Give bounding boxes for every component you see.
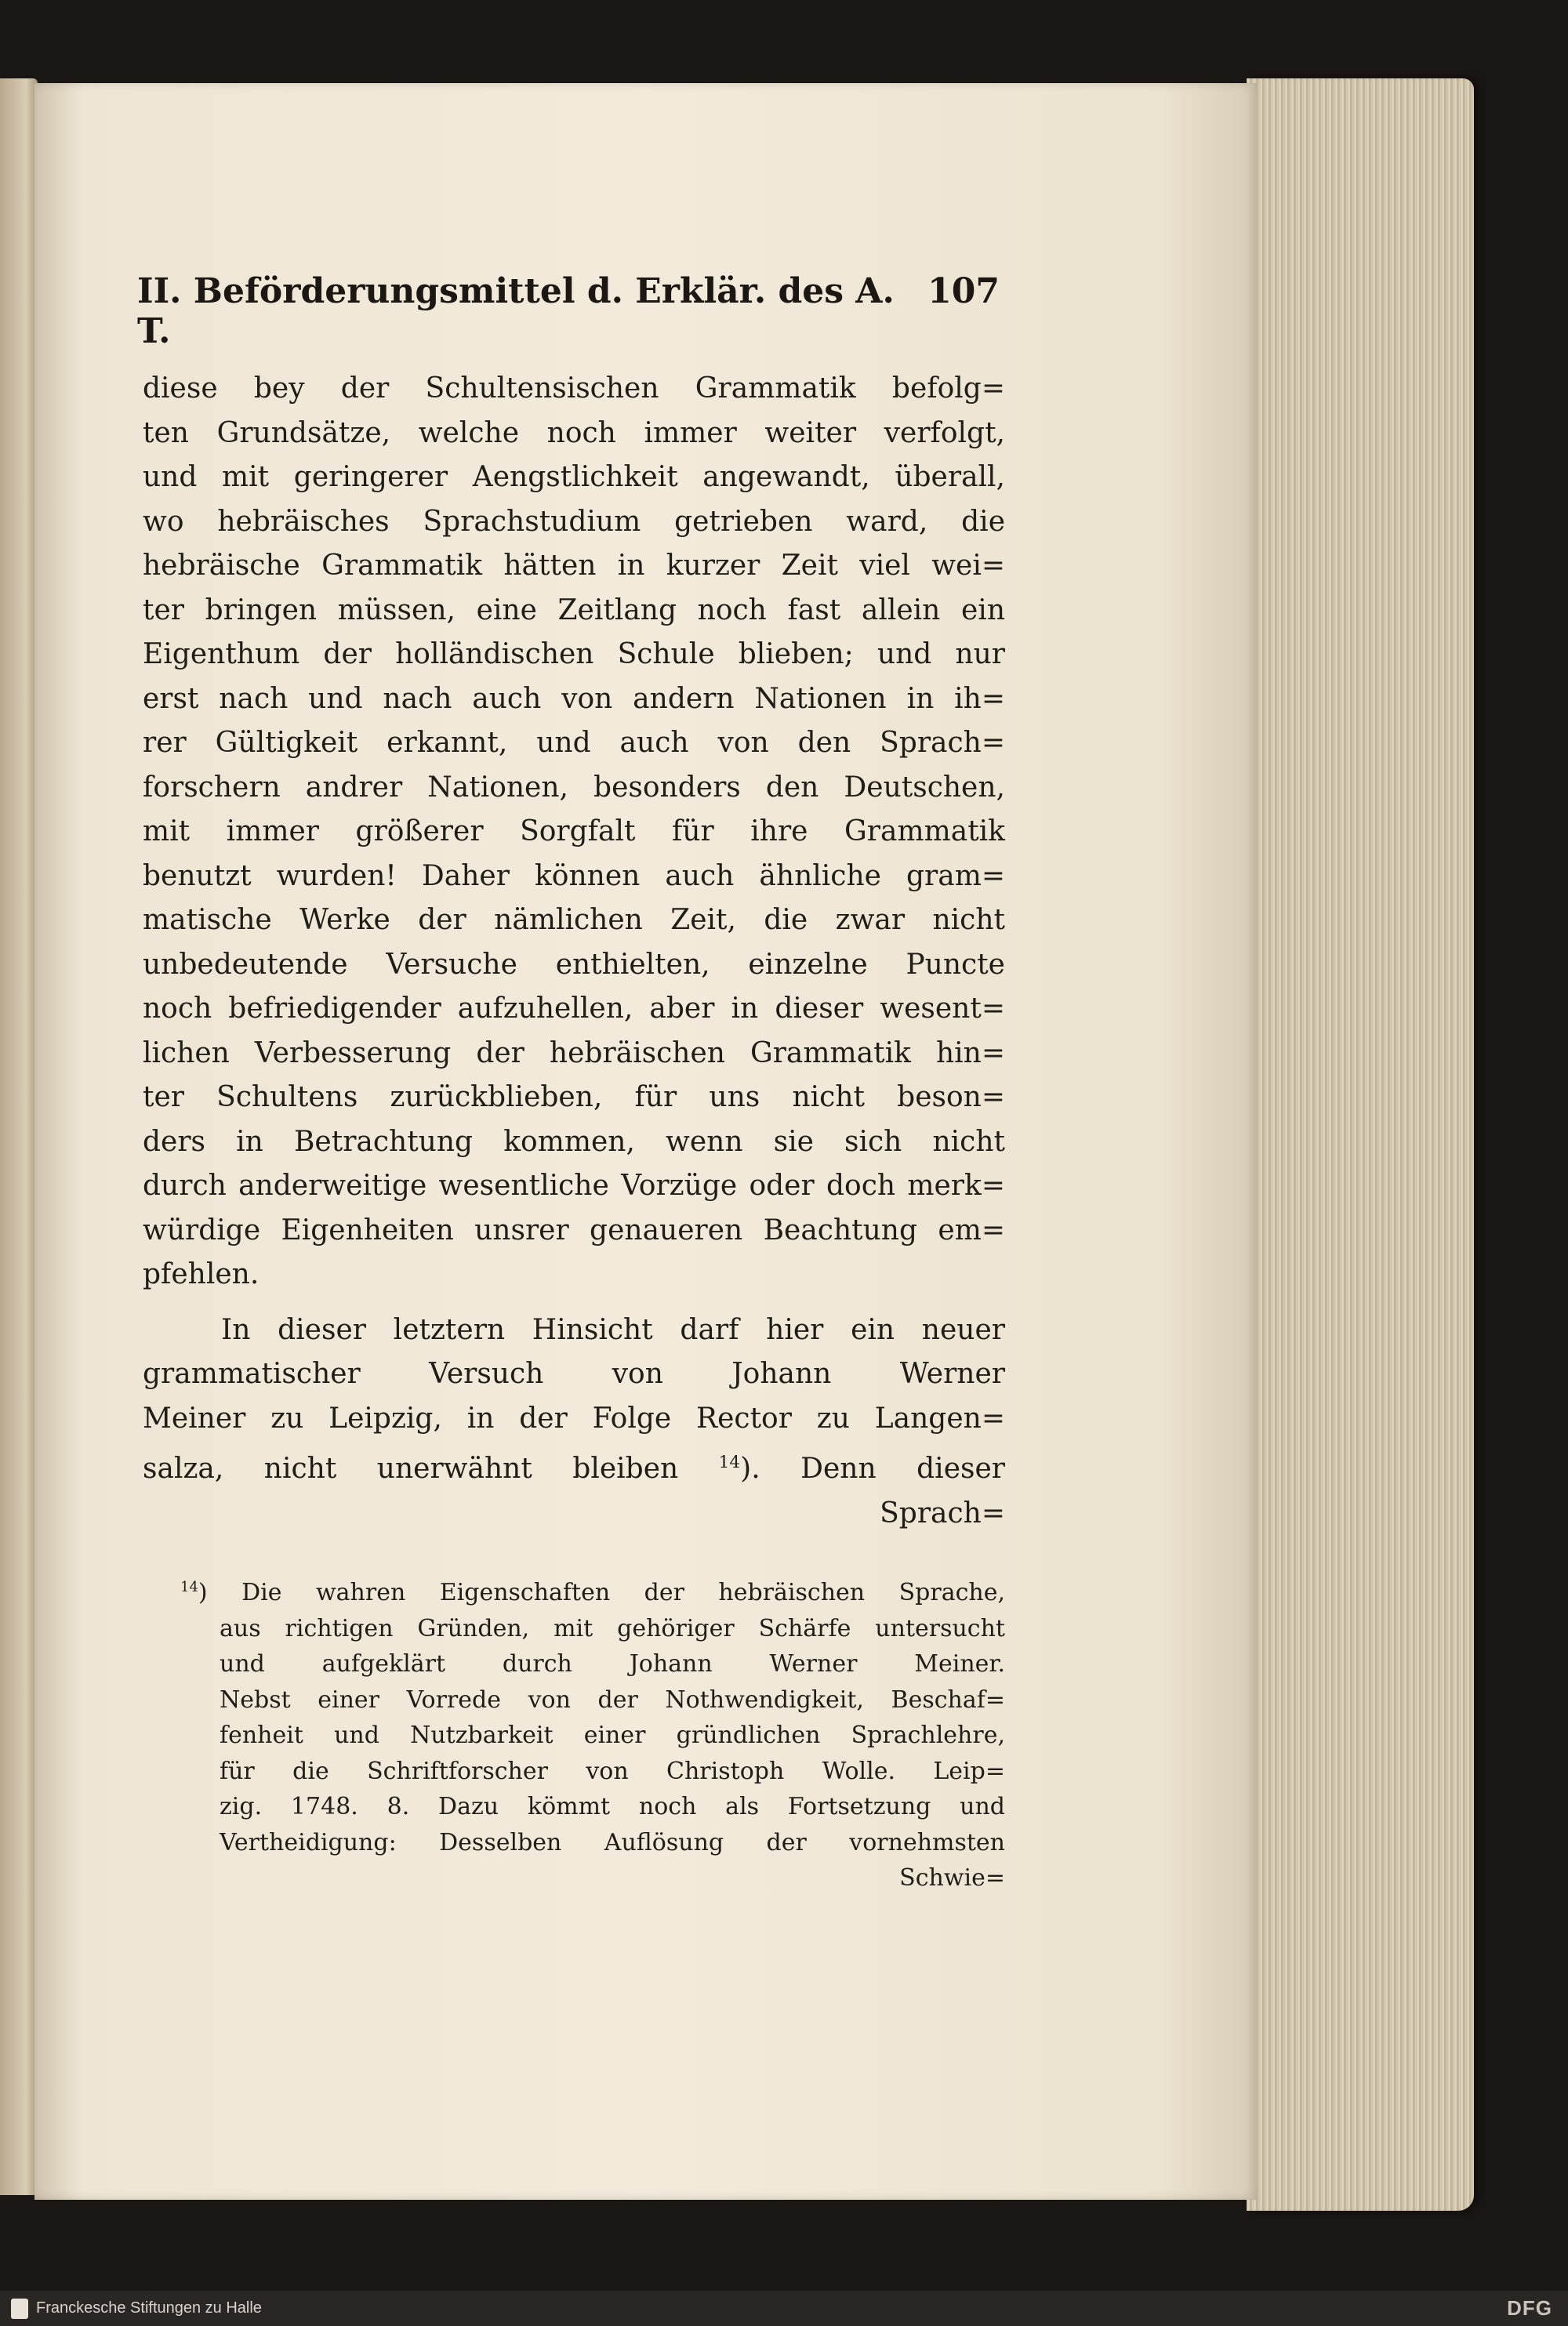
institution-logo-icon [11,2299,28,2319]
text-fragment: ) Die wahren Eigenschaften der hebräischen Sprache, [198,1579,1005,1606]
running-title: II. Beförderungsmittel d. Erklär. des A. T. [137,271,895,351]
text-line: ders in Betrachtung kommen, wenn sie sich nicht [143,1125,1005,1158]
facing-page-edge [0,78,38,2195]
text-line [143,1441,1005,1492]
main-text [143,367,1005,1536]
text-line: und mit geringerer Aengstlichkeit angewandt, überall, [143,461,1005,493]
dfg-logo: DFG [1507,2296,1552,2320]
text-line: matische Werke der nämlichen Zeit, die zwar nicht [143,904,1005,936]
footnote-line: für die Schriftforscher von Christoph Wolle. Leip= [220,1757,1005,1785]
footnote-line: aus richtigen Gründen, mit gehöriger Schärfe untersucht [220,1614,1005,1642]
footnote-line [180,1569,1005,1611]
text-line: noch befriedigender aufzuhellen, aber in dieser wesent= [143,992,1005,1025]
text-line: wo hebräisches Sprachstudium getrieben ward, die [143,505,1005,538]
viewer-footer [0,2291,1568,2326]
text-line: unbedeutende Versuche enthielten, einzelne Puncte [143,948,1005,981]
text-line: ten Grundsätze, welche noch immer weiter verfolgt, [143,416,1005,449]
text-line: grammatischer Versuch von Johann Werner [143,1358,1005,1390]
text-line: würdige Eigenheiten unsrer genaueren Beachtung em= [143,1214,1005,1246]
running-header [137,271,1000,351]
text-line: lichen Verbesserung der hebräischen Grammatik hin= [143,1036,1005,1069]
text-line: ter bringen müssen, eine Zeitlang noch fast allein ein [143,593,1005,626]
footnote-marker: 14 [180,1579,198,1595]
footnote-line: und aufgeklärt durch Johann Werner Meiner. [220,1650,1005,1678]
text-line: erst nach und nach auch von andern Nationen in ih= [143,682,1005,715]
page-number: 107 [927,271,1000,311]
institution-name: Franckesche Stiftungen zu Halle [36,2299,262,2317]
text-line: diese bey der Schultensischen Grammatik befolg= [143,372,1005,405]
footnote-ref: 14 [718,1453,741,1472]
text-line: pfehlen. [143,1258,260,1290]
page-stack-edge [1247,78,1474,2211]
catchword: Sprach= [880,1497,1005,1529]
text-line: forschern andrer Nationen, besonders den Deutschen, [143,771,1005,804]
text-line: In dieser letztern Hinsicht darf hier ein neuer [221,1313,1005,1346]
text-fragment: salza, nicht unerwähnt bleiben [143,1453,679,1485]
text-line: hebräische Grammatik hätten in kurzer Zeit viel wei= [143,550,1005,582]
text-line: rer Gültigkeit erkannt, und auch von den Sprach= [143,727,1005,759]
footnote-line: zig. 1748. 8. Dazu kömmt noch als Fortsetzung und [220,1793,1005,1820]
text-fragment: ). Denn dieser [740,1453,1005,1485]
footnote-catchword: Schwie= [899,1864,1005,1892]
footnote-line: Vertheidigung: Desselben Auflösung der vornehmsten [220,1828,1005,1856]
text-line: benutzt wurden! Daher können auch ähnliche gram= [143,859,1005,892]
text-line: durch anderweitige wesentliche Vorzüge oder doch merk= [143,1170,1005,1202]
institution-credit [0,2299,262,2319]
text-line: mit immer größerer Sorgfalt für ihre Grammatik [143,815,1005,847]
footnote-line: fenheit und Nutzbarkeit einer gründlichen Sprachlehre, [220,1722,1005,1749]
text-line: Meiner zu Leipzig, in der Folge Rector zu Langen= [143,1402,1005,1435]
footnote [180,1569,1005,1896]
text-line: Eigenthum der holländischen Schule blieben; und nur [143,638,1005,670]
text-line: ter Schultens zurückblieben, für uns nicht beson= [143,1081,1005,1113]
footnote-line: Nebst einer Vorrede von der Nothwendigkeit, Beschaf= [220,1686,1005,1714]
